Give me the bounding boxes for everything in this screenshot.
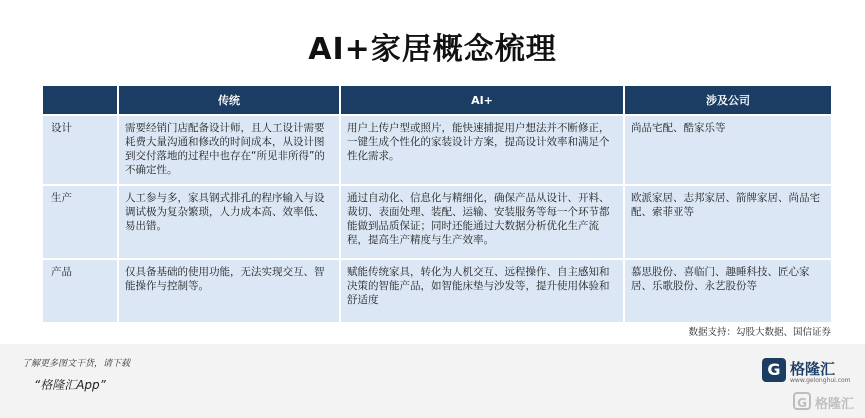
table-header-row bbox=[43, 86, 831, 115]
footer-download-prompt: 了解更多图文干货，请下载 bbox=[22, 359, 131, 369]
table-row bbox=[43, 185, 831, 259]
header-companies: 涉及公司 bbox=[624, 86, 831, 115]
row-traditional: 仅具备基础的使用功能，无法实现交互、智能操作与控制等。 bbox=[118, 259, 340, 322]
concept-table bbox=[43, 86, 831, 322]
row-category: 生产 bbox=[43, 185, 118, 259]
header-traditional: 传统 bbox=[118, 86, 340, 115]
brand-logo-icon: G bbox=[762, 358, 786, 382]
header-empty bbox=[43, 86, 118, 115]
row-ai: 用户上传户型或照片，能快速捕捉用户想法并不断修正，一键生成个性化的家装设计方案，提高设计效率和满足个性化需求。 bbox=[340, 115, 624, 185]
row-ai: 赋能传统家具，转化为人机交互、远程操作、自主感知和决策的智能产品，如智能床垫与沙发等，提升使用体验和舒适度 bbox=[340, 259, 624, 322]
row-companies: 欧派家居、志邦家居、箭牌家居、尚品宅配、索菲亚等 bbox=[624, 185, 831, 259]
header-ai: AI+ bbox=[340, 86, 624, 115]
row-companies: 尚品宅配、酷家乐等 bbox=[624, 115, 831, 185]
page-title: AI+家居概念梳理 bbox=[308, 32, 557, 67]
row-category: 产品 bbox=[43, 259, 118, 322]
row-traditional: 需要经销门店配备设计师，且人工设计需要耗费大量沟通和修改的时间成本，从设计图到交付落地的过程中也存在“所见非所得”的不确定性。 bbox=[118, 115, 340, 185]
data-source: 数据支持：勾股大数据、国信证券 bbox=[688, 327, 831, 338]
watermark-logo-icon: G bbox=[793, 392, 811, 410]
row-traditional: 人工参与多，家具钢式排孔的程序输入与设调试极为复杂繁琐，人力成本高、效率低、易出错。 bbox=[118, 185, 340, 259]
brand-url: www.gelonghui.com bbox=[790, 377, 851, 384]
table-row bbox=[43, 259, 831, 322]
row-ai: 通过自动化、信息化与精细化，确保产品从设计、开料、裁切、表面处理、装配、运输、安装服务等每一个环节都能做到品质保证；同时还能通过大数据分析优化生产流程，提高生产精度与生产效率。 bbox=[340, 185, 624, 259]
brand-name: 格隆汇 bbox=[790, 360, 836, 378]
table-row bbox=[43, 115, 831, 185]
watermark-text: 格隆汇 bbox=[815, 397, 855, 412]
row-companies: 慕思股份、喜临门、趣睡科技、匠心家居、乐歌股份、永艺股份等 bbox=[624, 259, 831, 322]
row-category: 设计 bbox=[43, 115, 118, 185]
footer-app-name[interactable]: “格隆汇App” bbox=[34, 378, 106, 392]
